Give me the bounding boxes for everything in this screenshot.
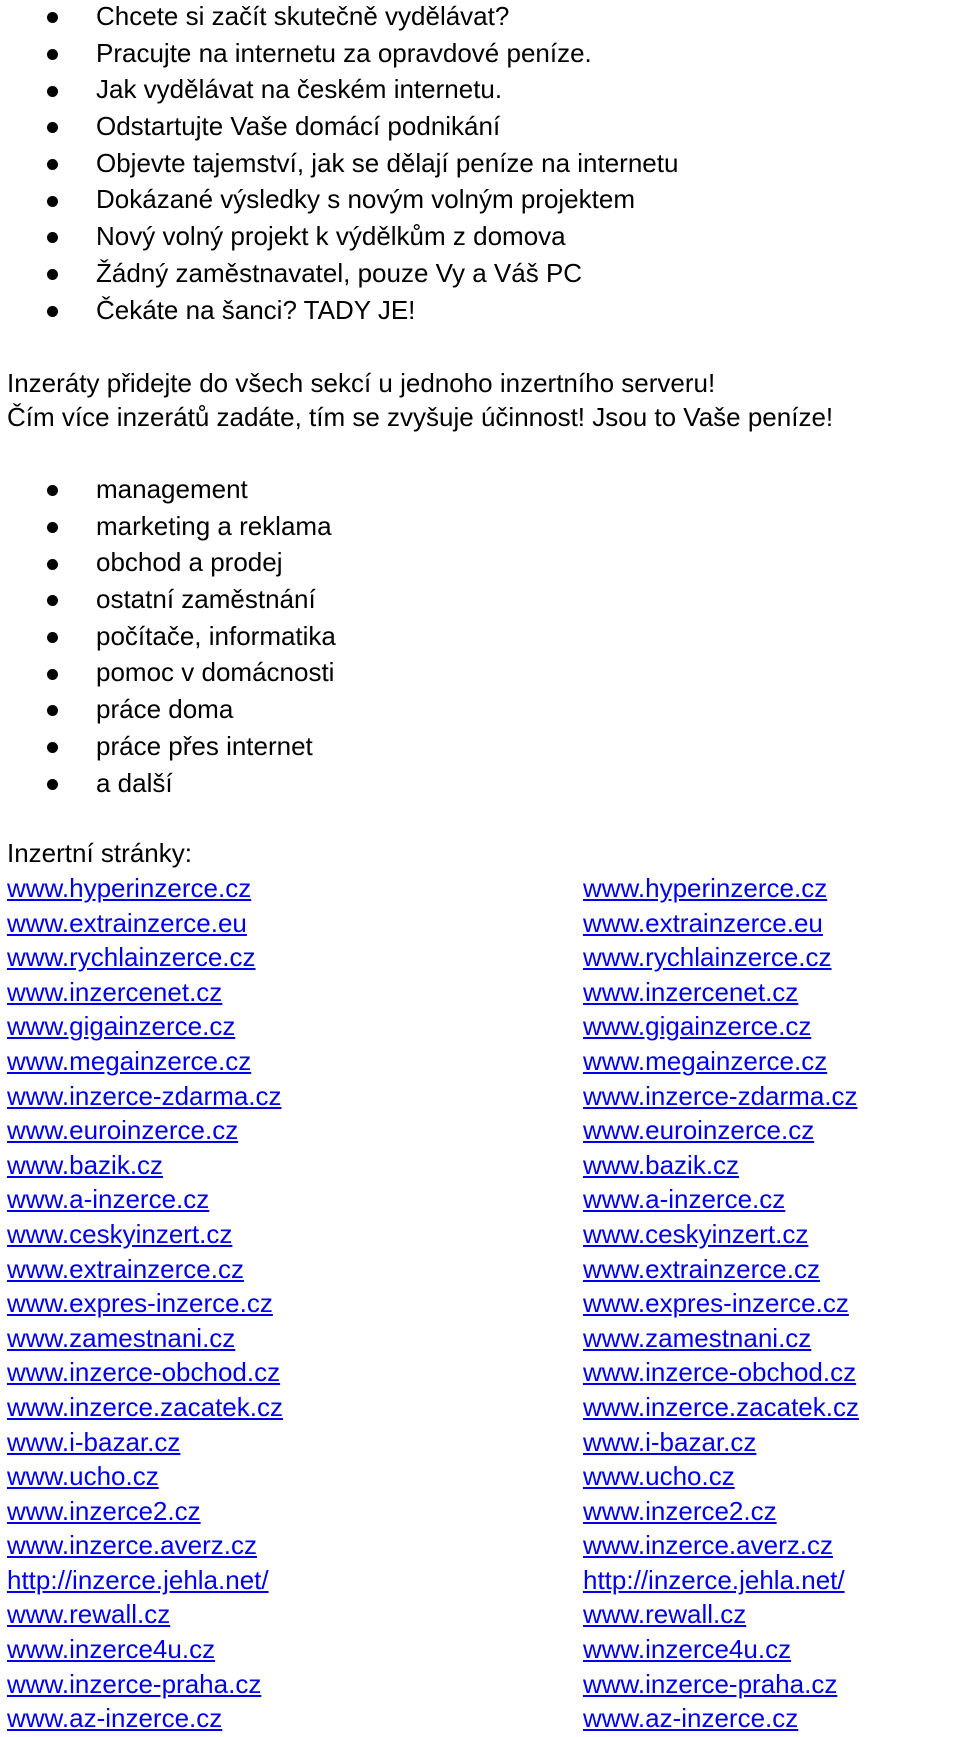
intro-bullet-item [0, 0, 678, 35]
site-link-item [583, 1701, 859, 1736]
category-bullet-item [0, 691, 336, 728]
right-site-link[interactable]: www.inzerce-obchod.cz [583, 1357, 857, 1388]
site-link-item [583, 1459, 859, 1494]
left-site-link[interactable]: www.extrainzerce.eu [7, 907, 247, 938]
site-link-item [583, 1009, 859, 1044]
left-site-link[interactable]: www.ceskyinzert.cz [7, 1218, 233, 1249]
site-link-item [583, 975, 859, 1010]
category-bullet-item-text: marketing a reklama [96, 510, 332, 541]
bullet-dot-icon [47, 632, 58, 643]
site-link-item [583, 1355, 859, 1390]
intro-bullet-item-text: Nový volný projekt k výdělkům z domova [96, 221, 566, 252]
right-site-link[interactable]: www.inzerce.averz.cz [583, 1530, 833, 1561]
bullet-dot-icon [47, 779, 58, 790]
site-link-item [583, 1528, 859, 1563]
left-site-link[interactable]: www.zamestnani.cz [7, 1322, 236, 1353]
site-link-item [7, 1148, 283, 1183]
site-link-item [583, 1321, 859, 1356]
right-site-link[interactable]: www.inzerce-zdarma.cz [583, 1080, 858, 1111]
left-site-link[interactable]: www.inzerce-obchod.cz [7, 1357, 281, 1388]
site-link-item [7, 1459, 283, 1494]
category-bullet-item-text: práce přes internet [96, 730, 313, 761]
right-site-link[interactable]: www.rewall.cz [583, 1599, 747, 1630]
bullet-dot-icon [47, 669, 58, 680]
site-link-item [7, 1217, 283, 1252]
site-link-item [583, 1494, 859, 1529]
right-site-link[interactable]: www.rychlainzerce.cz [583, 942, 832, 973]
site-link-item [583, 1390, 859, 1425]
site-link-item [7, 1355, 283, 1390]
category-bullet-item [0, 728, 336, 765]
site-link-item [583, 1563, 859, 1598]
site-link-item [583, 906, 859, 941]
intro-bullet-item [0, 218, 678, 255]
bullet-dot-icon [47, 269, 58, 280]
left-site-link[interactable]: www.inzerce.zacatek.cz [7, 1391, 283, 1422]
category-bullet-item [0, 508, 336, 545]
left-site-link[interactable]: www.inzerce-zdarma.cz [7, 1080, 282, 1111]
category-bullet-item [0, 765, 336, 802]
intro-bullet-item-text: Žádný zaměstnavatel, pouze Vy a Váš PC [96, 257, 583, 288]
site-link-item [583, 1252, 859, 1287]
left-site-link[interactable]: www.expres-inzerce.cz [7, 1288, 273, 1319]
intro-bullet-item [0, 71, 678, 108]
left-site-link[interactable]: www.rychlainzerce.cz [7, 942, 256, 973]
left-site-link[interactable]: www.megainzerce.cz [7, 1045, 252, 1076]
intro-bullet-item [0, 181, 678, 218]
category-bullet-item-text: a další [96, 767, 173, 798]
site-link-item [7, 940, 283, 975]
site-link-item [583, 1667, 859, 1702]
category-bullet-item [0, 544, 336, 581]
site-link-item [583, 1148, 859, 1183]
right-site-link[interactable]: www.inzerce4u.cz [583, 1634, 792, 1665]
site-link-item [7, 1009, 283, 1044]
right-site-link[interactable]: www.euroinzerce.cz [583, 1115, 815, 1146]
site-link-item [583, 1217, 859, 1252]
bullet-dot-icon [47, 196, 58, 207]
ad-instruction-line-2: Čím více inzerátů zadáte, tím se zvyšuje účinnost! Jsou to Vaše peníze! [7, 402, 834, 432]
intro-bullet-item-text: Odstartujte Vaše domácí podnikání [96, 111, 501, 142]
intro-bullet-item-text: Jak vydělávat na českém internetu. [96, 74, 503, 105]
right-site-link[interactable]: www.extrainzerce.cz [583, 1253, 820, 1284]
bullet-dot-icon [47, 12, 58, 23]
site-link-item [583, 1079, 859, 1114]
bullet-dot-icon [47, 232, 58, 243]
intro-bullet-item [0, 292, 678, 329]
sites-label: Inzertní stránky: [7, 838, 192, 868]
right-site-link[interactable]: www.a-inzerce.cz [583, 1184, 786, 1215]
right-site-link[interactable]: www.gigainzerce.cz [583, 1011, 812, 1042]
site-link-item [583, 1597, 859, 1632]
left-site-link[interactable]: www.euroinzerce.cz [7, 1115, 239, 1146]
site-link-item [7, 1597, 283, 1632]
site-link-item [583, 940, 859, 975]
site-links-left-column [7, 871, 283, 1736]
intro-bullet-item-text: Objevte tajemství, jak se dělají peníze na internetu [96, 147, 679, 178]
site-link-item [7, 1182, 283, 1217]
bullet-dot-icon [47, 86, 58, 97]
site-link-item [7, 1079, 283, 1114]
right-site-link[interactable]: www.ceskyinzert.cz [583, 1218, 809, 1249]
site-link-item [7, 1667, 283, 1702]
right-site-link[interactable]: www.i-bazar.cz [583, 1426, 757, 1457]
site-link-item [583, 871, 859, 906]
intro-bullet-item [0, 108, 678, 145]
intro-bullet-item-text: Dokázané výsledky s novým volným projektem [96, 184, 635, 215]
bullet-dot-icon [47, 742, 58, 753]
right-site-link[interactable]: www.inzerce-praha.cz [583, 1668, 838, 1699]
right-site-link[interactable]: www.inzerce2.cz [583, 1495, 777, 1526]
bullet-dot-icon [47, 595, 58, 606]
left-site-link[interactable]: www.i-bazar.cz [7, 1426, 181, 1457]
site-links-right-column [583, 871, 859, 1736]
site-link-item [583, 1113, 859, 1148]
right-site-link[interactable]: www.expres-inzerce.cz [583, 1288, 849, 1319]
left-site-link[interactable]: www.rewall.cz [7, 1599, 171, 1630]
left-site-link[interactable]: www.hyperinzerce.cz [7, 873, 252, 903]
category-bullet-item [0, 581, 336, 618]
category-bullet-item-text: management [96, 474, 248, 504]
intro-bullet-item-text: Pracujte na internetu za opravdové peníze. [96, 37, 592, 68]
left-site-link[interactable]: www.bazik.cz [7, 1149, 164, 1180]
site-link-item [7, 1252, 283, 1287]
site-link-item [583, 1425, 859, 1460]
right-site-link[interactable]: www.inzerce.zacatek.cz [583, 1391, 859, 1422]
left-site-link[interactable]: www.inzerce4u.cz [7, 1634, 216, 1665]
left-site-link[interactable]: www.inzercenet.cz [7, 976, 223, 1007]
category-bullet-item [0, 654, 336, 691]
intro-bullet-item-text: Chcete si začít skutečně vydělávat? [96, 1, 510, 31]
site-link-item [7, 1494, 283, 1529]
site-link-item [583, 1044, 859, 1079]
category-bullet-item-text: obchod a prodej [96, 547, 283, 578]
right-site-link[interactable]: www.inzercenet.cz [583, 976, 799, 1007]
intro-bullet-item-text: Čekáte na šanci? TADY JE! [96, 294, 416, 325]
site-link-item [7, 1321, 283, 1356]
right-site-link[interactable]: www.az-inzerce.cz [583, 1703, 799, 1734]
right-site-link[interactable]: www.megainzerce.cz [583, 1045, 828, 1076]
category-bullet-item [0, 471, 336, 508]
site-link-item [7, 1632, 283, 1667]
left-site-link[interactable]: http://inzerce.jehla.net/ [7, 1564, 269, 1595]
site-link-item [583, 1286, 859, 1321]
category-bullet-item-text: práce doma [96, 694, 234, 725]
bullet-dot-icon [47, 49, 58, 60]
category-bullet-item-text: ostatní zaměstnání [96, 584, 316, 615]
category-bullet-item-text: počítače, informatika [96, 620, 336, 651]
intro-bullet-item [0, 145, 678, 182]
bullet-dot-icon [47, 159, 58, 170]
intro-bullet-item [0, 35, 678, 72]
left-site-link[interactable]: www.gigainzerce.cz [7, 1011, 236, 1042]
site-link-item [7, 1044, 283, 1079]
right-site-link[interactable]: www.bazik.cz [583, 1149, 740, 1180]
right-site-link[interactable]: www.ucho.cz [583, 1461, 735, 1492]
site-link-item [7, 871, 283, 906]
site-link-item [7, 1528, 283, 1563]
left-site-link[interactable]: www.az-inzerce.cz [7, 1703, 223, 1734]
bullet-dot-icon [47, 522, 58, 533]
category-bullet-list [0, 471, 336, 801]
bullet-dot-icon [47, 122, 58, 133]
left-site-link[interactable]: www.extrainzerce.cz [7, 1253, 244, 1284]
left-site-link[interactable]: www.inzerce-praha.cz [7, 1668, 262, 1699]
bullet-dot-icon [47, 306, 58, 317]
left-site-link[interactable]: www.inzerce.averz.cz [7, 1530, 257, 1561]
right-site-link[interactable]: www.extrainzerce.eu [583, 907, 823, 938]
left-site-link[interactable]: www.inzerce2.cz [7, 1495, 201, 1526]
ad-instruction-line-1: Inzeráty přidejte do všech sekcí u jednoho inzertního serveru! [7, 368, 716, 398]
site-link-item [7, 906, 283, 941]
site-link-item [7, 1286, 283, 1321]
right-site-link[interactable]: http://inzerce.jehla.net/ [583, 1564, 845, 1595]
right-site-link[interactable]: www.zamestnani.cz [583, 1322, 812, 1353]
site-link-item [7, 1390, 283, 1425]
site-link-item [7, 975, 283, 1010]
category-bullet-item-text: pomoc v domácnosti [96, 657, 335, 688]
left-site-link[interactable]: www.ucho.cz [7, 1461, 159, 1492]
site-link-item [583, 1632, 859, 1667]
intro-bullet-list [0, 0, 678, 328]
site-link-item [583, 1182, 859, 1217]
category-bullet-item [0, 618, 336, 655]
bullet-dot-icon [47, 705, 58, 716]
intro-bullet-item [0, 255, 678, 292]
site-link-item [7, 1701, 283, 1736]
site-link-item [7, 1563, 283, 1598]
left-site-link[interactable]: www.a-inzerce.cz [7, 1184, 210, 1215]
bullet-dot-icon [47, 485, 58, 496]
bullet-dot-icon [47, 559, 58, 570]
site-link-item [7, 1113, 283, 1148]
site-link-item [7, 1425, 283, 1460]
right-site-link[interactable]: www.hyperinzerce.cz [583, 873, 828, 903]
